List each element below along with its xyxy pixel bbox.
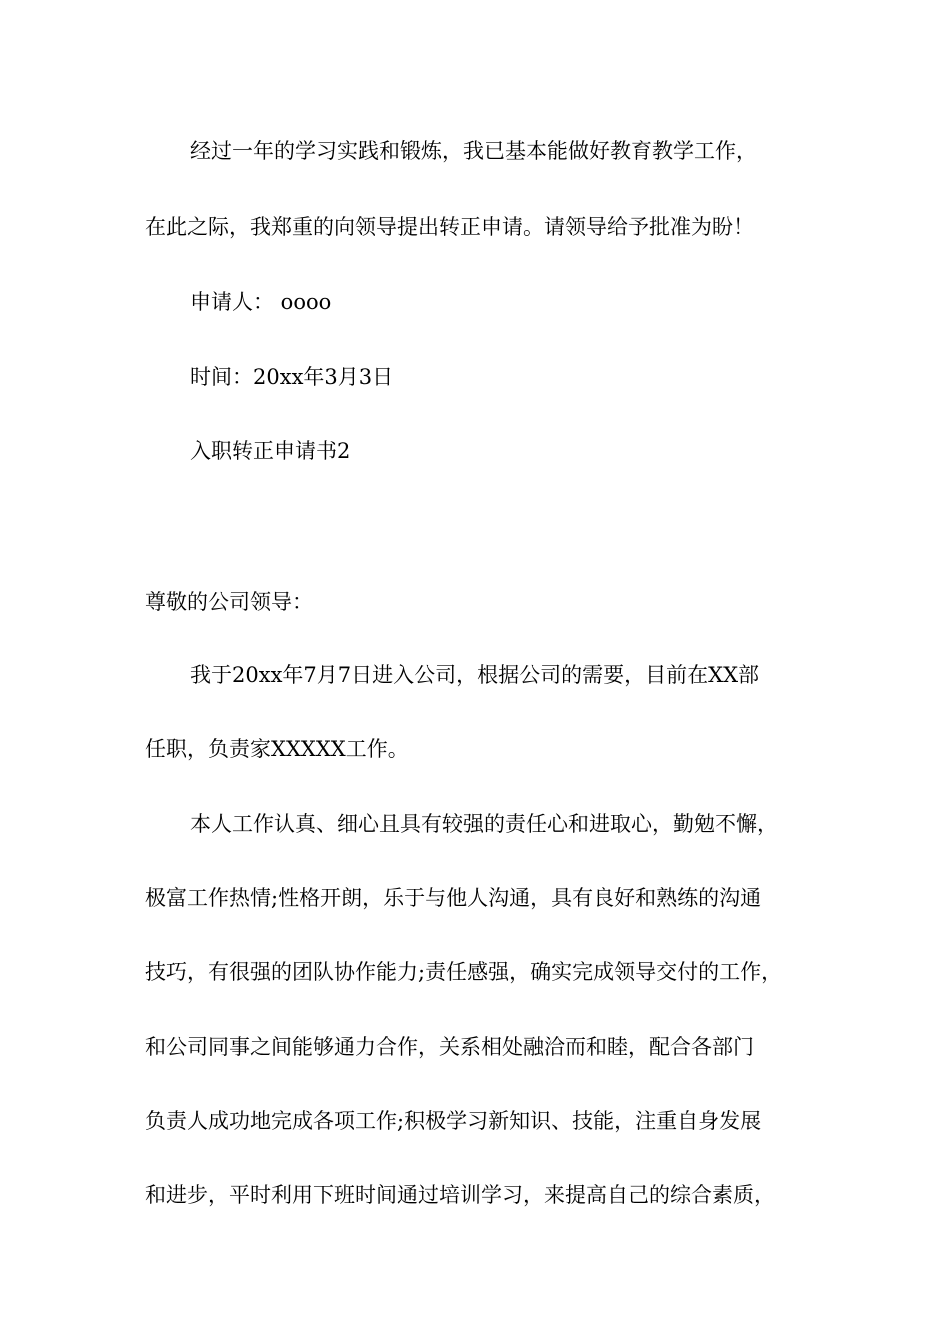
applicant-line: 申请人： oooo	[190, 290, 332, 314]
paragraph-line: 和进步，平时利用下班时间通过培训学习，来提高自己的综合素质，	[145, 1183, 775, 1207]
salutation: 尊敬的公司领导：	[145, 590, 313, 614]
paragraph-line: 本人工作认真、细心且具有较强的责任心和进取心，勤勉不懈，	[190, 812, 778, 836]
paragraph-line: 经过一年的学习实践和锻炼，我已基本能做好教育教学工作，	[190, 139, 757, 163]
paragraph-line: 负责人成功地完成各项工作;积极学习新知识、技能，注重自身发展	[145, 1109, 762, 1133]
date-line: 时间：20xx年3月3日	[190, 365, 394, 389]
paragraph-line: 极富工作热情;性格开朗，乐于与他人沟通，具有良好和熟练的沟通	[145, 886, 762, 910]
paragraph-line: 和公司同事之间能够通力合作，关系相处融洽而和睦，配合各部门	[145, 1035, 754, 1059]
paragraph-line: 我于20xx年7月7日进入公司，根据公司的需要，目前在XX部	[190, 663, 760, 687]
paragraph-line: 在此之际，我郑重的向领导提出转正申请。请领导给予批准为盼！	[145, 215, 754, 239]
paragraph-line: 技巧，有很强的团队协作能力;责任感强，确实完成领导交付的工作，	[145, 960, 783, 984]
paragraph-line: 任职，负责家XXXXX工作。	[145, 737, 409, 761]
section-title: 入职转正申请书2	[190, 439, 351, 463]
